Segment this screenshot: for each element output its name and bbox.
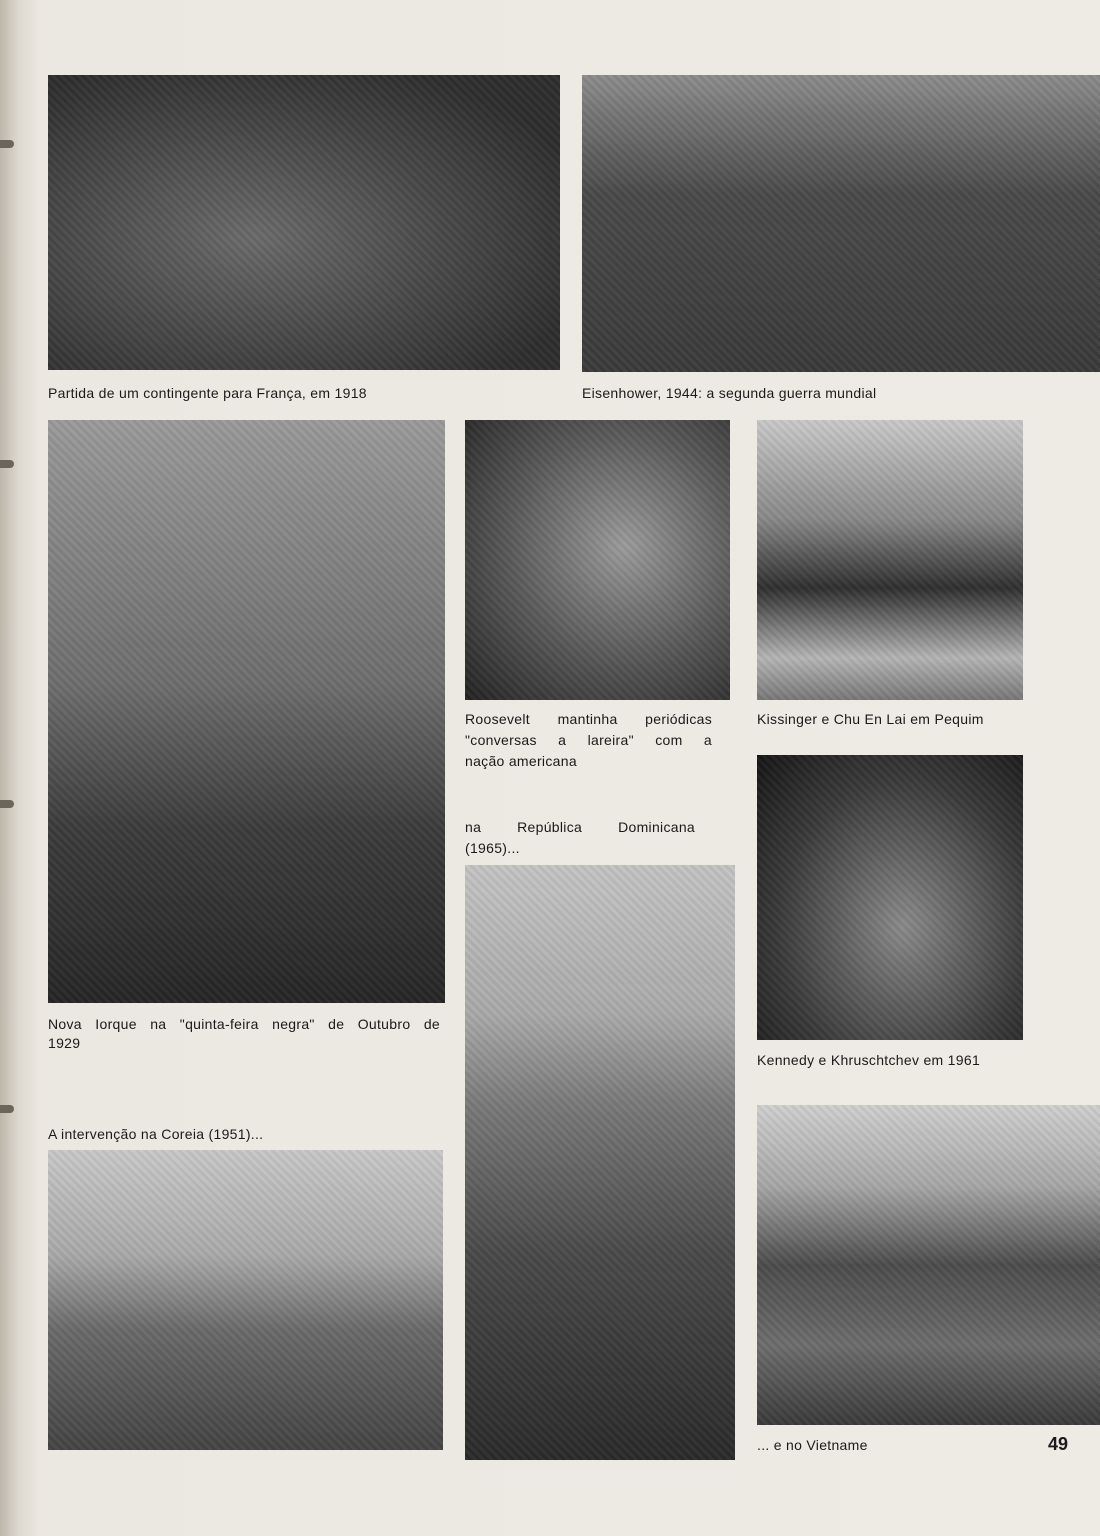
caption-kissinger: Kissinger e Chu En Lai em Pequim — [757, 711, 984, 727]
photo-eisenhower-1944 — [582, 75, 1100, 372]
binder-ring — [0, 460, 14, 468]
page-number: 49 — [1048, 1434, 1069, 1454]
photo-new-york-1929 — [48, 420, 445, 1003]
binder-ring — [0, 800, 14, 808]
photo-vietnam — [757, 1105, 1100, 1425]
caption-korea: A intervenção na Coreia (1951)... — [48, 1126, 264, 1142]
caption-roosevelt-line1: Roosevelt mantinha periódicas — [465, 711, 712, 727]
photo-korea-1951 — [48, 1150, 443, 1450]
caption-dominicana-line1: na República Dominicana — [465, 819, 695, 835]
caption-roosevelt-line2: "conversas a lareira" com a — [465, 732, 712, 748]
caption-dominicana-line2: (1965)... — [465, 840, 520, 856]
caption-vietnam: ... e no Vietname — [757, 1437, 868, 1453]
photo-kennedy-khrushchev — [757, 755, 1023, 1040]
caption-kennedy: Kennedy e Khruschtchev em 1961 — [757, 1052, 981, 1068]
caption-new-york-line1: Nova Iorque na "quinta-feira negra" de Outubro de — [48, 1016, 440, 1032]
caption-new-york-line2: 1929 — [48, 1035, 81, 1051]
photo-roosevelt — [465, 420, 730, 700]
caption-france-1918: Partida de um contingente para França, em 1918 — [48, 385, 367, 401]
binder-ring — [0, 140, 14, 148]
caption-eisenhower: Eisenhower, 1944: a segunda guerra mundial — [582, 385, 877, 401]
binder-ring — [0, 1105, 14, 1113]
caption-roosevelt-line3: nação americana — [465, 753, 577, 769]
photo-kissinger-chou — [757, 420, 1023, 700]
photo-dominican-republic-1965 — [465, 865, 735, 1460]
photo-troops-departing-1918 — [48, 75, 560, 370]
